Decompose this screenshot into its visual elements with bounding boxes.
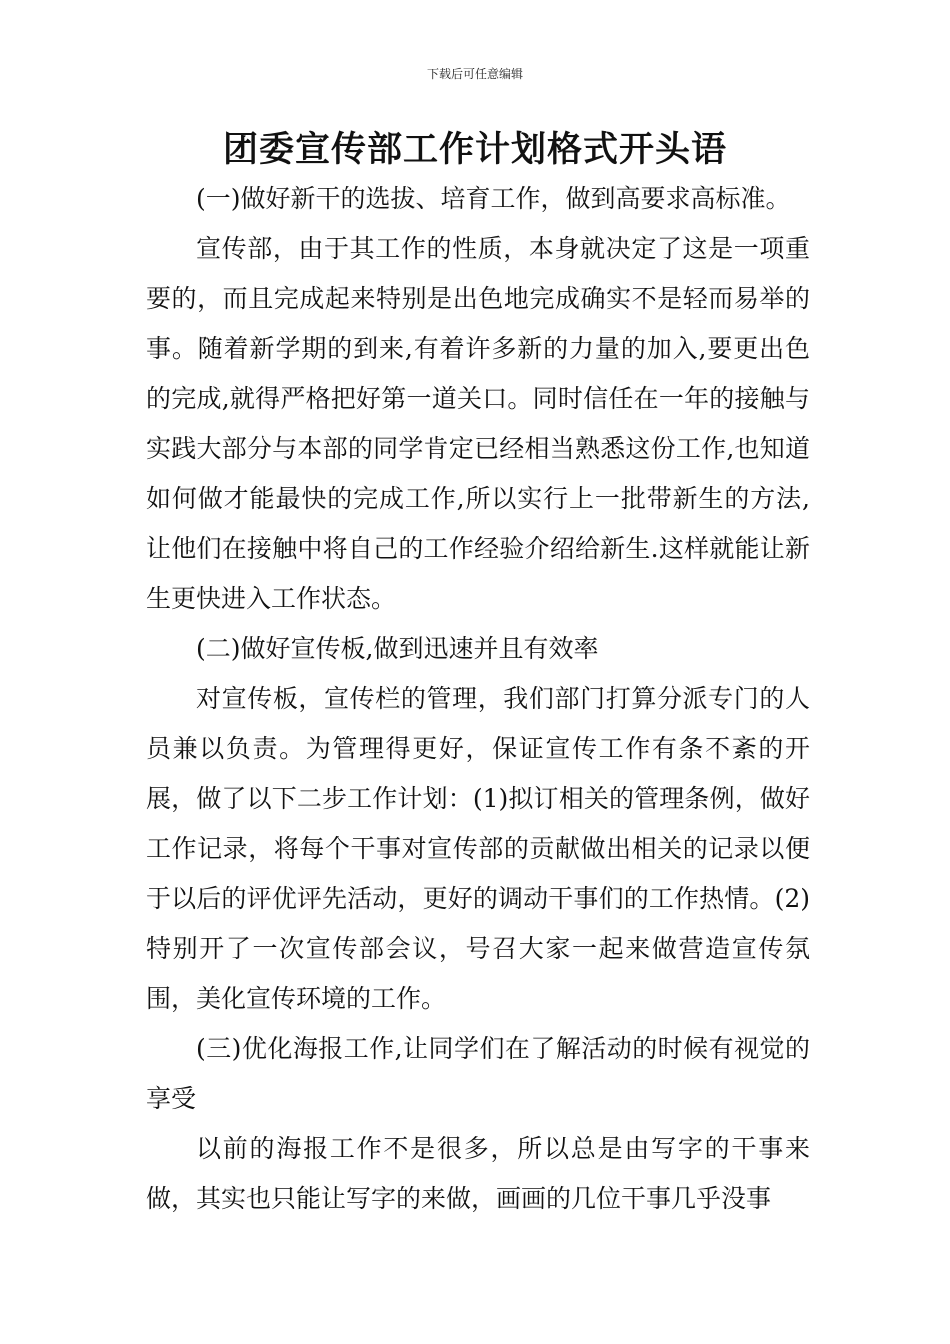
document-title: 团委宣传部工作计划格式开头语 (222, 130, 727, 170)
paragraph-3: (二)做好宣传板,做到迅速并且有效率 (196, 634, 599, 663)
paragraph-5: (三)优化海报工作,让同学们在了解活动的时候有视觉的享受 (146, 1034, 810, 1113)
paragraph-4: 对宣传板，宣传栏的管理，我们部门打算分派专门的人员兼以负责。为管理得更好，保证宣传工作有条不紊的开展，做了以下二步工作计划：(1)拟订相关的管理条例，做好工作记录，将每个干事对宣传部的贡献做出相关的记录以便于以后的评优评先活动，更好的调动干事们的工作热情。(2)特别开了一次宣传部会议，号召大家一起来做营造宣传氛围，美化宣传环境的工作。 (146, 684, 810, 1013)
header-note: 下载后可任意编辑 (426, 67, 523, 81)
paragraph-1: (一)做好新干的选拔、培育工作，做到高要求高标准。 (196, 184, 791, 213)
document-body (146, 174, 810, 1224)
paragraph-2: 宣传部，由于其工作的性质，本身就决定了这是一项重要的，而且完成起来特别是出色地完成确实不是轻而易举的事。随着新学期的到来,有着许多新的力量的加入,要更出色的完成,就得严格把好第一道关口。同时信任在一年的接触与实践大部分与本部的同学肯定已经相当熟悉这份工作,也知道如何做才能最快的完成工作,所以实行上一批带新生的方法,让他们在接触中将自己的工作经验介绍给新生.这样就能让新生更快进入工作状态。 (146, 234, 810, 613)
paragraph-6: 以前的海报工作不是很多，所以总是由写字的干事来做，其实也只能让写字的来做，画画的几位干事几乎没事 (146, 1134, 810, 1213)
